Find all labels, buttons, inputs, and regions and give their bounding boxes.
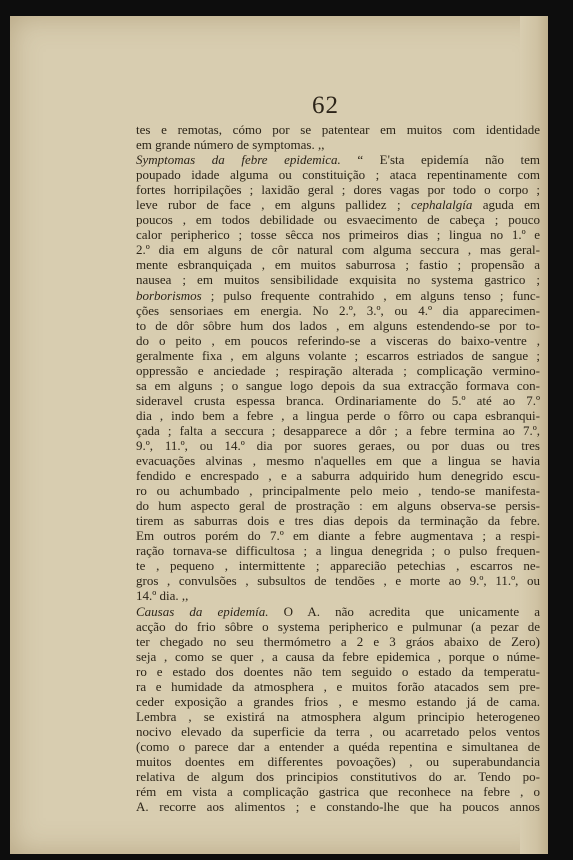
text-run: relativa de algum dos principios constitutivos do ar. Tendo po- (136, 769, 540, 785)
text-line (136, 588, 540, 603)
text-line (136, 318, 540, 333)
text-run: ração tornava-se difficultosa ; a lingua denegrida ; o pulso frequen- (136, 543, 540, 559)
text-line (136, 694, 540, 709)
italic-heading: Symptomas da febre epidemica. (136, 152, 341, 168)
text-run: gros , convulsões , subsultos de tendões , e morte ao 9.º, 11.º, ou (136, 573, 540, 589)
text-line (136, 197, 540, 212)
text-run: tes e remotas, cómo por se patentear em muitos com identidade (136, 122, 540, 137)
page-number: 62 (312, 92, 339, 119)
text-line (136, 709, 540, 724)
text-line (136, 619, 540, 634)
text-line (136, 799, 540, 814)
text-run: evacuações alvinas , mesmo n'aquelles em que a lingua se havia (136, 453, 540, 469)
text-run: sa em alguns ; o sangue logo depois da sua extracção formava con- (136, 377, 540, 393)
text-run: ter chegado no seu thermómetro a 2 e 3 gráos abaixo de Zero) (136, 633, 540, 649)
text-line (136, 724, 540, 739)
text-run: ceder exposição a grandes frios , e mesmo estando já de cama. (136, 693, 540, 709)
text-line (136, 272, 540, 287)
text-run: “ E'sta epidemía não tem (340, 152, 540, 168)
text-run: 2.º dia em alguns de côr natural com alguma seccura , mas geral- (136, 242, 540, 258)
text-run: mente esbranquiçada , em muitos saburrosa ; fastio ; propensão a (136, 257, 540, 273)
text-line (136, 363, 540, 378)
text-run: geralmente fixa , em alguns volante ; escarros estriados de sangue ; (136, 347, 540, 363)
text-run: fendido e encrespado , e a saburra adquirido hum denegrido escu- (136, 468, 540, 484)
text-line (136, 453, 540, 468)
text-run: te , pequeno , intermittente ; apparecião petechias , escarros ne- (136, 558, 540, 574)
text-run: do o peito , em poucos referindo-se a visceras do baixo-ventre , (136, 332, 540, 348)
text-line (136, 212, 540, 227)
body-text (136, 122, 540, 814)
text-line (136, 483, 540, 498)
text-line (136, 679, 540, 694)
text-run: ro e estado dos doentes não tem seguido o estado da temperatu- (136, 663, 540, 679)
text-line (136, 423, 540, 438)
text-run: ra e humidade da atmosphera , e muitos forão atacados sem pre- (136, 678, 540, 694)
text-line (136, 784, 540, 799)
italic-heading: cephalalgía (410, 197, 473, 213)
text-run: Em outros porém do 7.º em diante a febre augmentava ; a respi- (136, 528, 540, 544)
text-line (136, 242, 540, 257)
text-run: leve rubor de face , em alguns pallidez ; (136, 197, 411, 213)
text-line (136, 754, 540, 769)
text-run: 9.º, 11.º, ou 14.º dia por suores geraes, ou por duas ou tres (136, 437, 540, 453)
text-line (136, 408, 540, 423)
text-run: tirem as saburras dois e tres dias depois da terminação da febre. (136, 513, 540, 529)
text-line (136, 528, 540, 543)
text-run: em grande número de symptomas. ,, (136, 137, 325, 153)
text-run: nocivo elevado da superficie da terra , ou acarretado pelos ventos (136, 723, 540, 739)
text-run: calor peripherico ; tosse sêcca nos primeiros dias ; lingua no 1.º e (136, 227, 540, 243)
text-run: seja , como se quer , a causa da febre epidemica , porque o núme- (136, 648, 540, 664)
text-run: 14.º dia. ,, (136, 588, 189, 604)
text-line (136, 227, 540, 242)
text-run: do hum aspecto geral de prostração : em alguns observa-se persis- (136, 498, 540, 514)
text-line (136, 634, 540, 649)
text-line (136, 333, 540, 348)
text-run: dia , indo bem a febre , a lingua perde o fôrro ou capa esbranqui- (136, 407, 540, 423)
text-run: A. recorre aos alimentos ; e constando-lhe que ha poucos annos (136, 799, 540, 815)
text-line (136, 348, 540, 363)
text-run: nausea ; em muitos sensibilidade exquisita no systema gastrico ; (136, 272, 540, 288)
text-run: aguda em (472, 197, 540, 213)
text-line (136, 573, 540, 588)
text-run: oppressão e anciedade ; respiração alterada ; complicação vermino- (136, 362, 540, 378)
italic-heading: Causas da epidemía. (136, 603, 269, 619)
text-run: acção do frio sôbre o systema peripherico e pulmunar (a pezar de (136, 618, 540, 634)
text-run: ro ou achumbado , principalmente pelo meio , tendo-se manifesta- (136, 483, 540, 499)
text-line (136, 664, 540, 679)
text-line (136, 498, 540, 513)
text-run: poucos , em todos debilidade ou esvaecimento de cabeça ; pouco (136, 212, 540, 228)
text-run: ; pulso frequente contrahido , em alguns tenso ; func- (201, 287, 540, 303)
italic-heading: borborismos (136, 287, 202, 303)
book-page (10, 16, 548, 854)
text-run: muitos doentes em differentes povoações) , ou superabundancia (136, 753, 540, 769)
text-line (136, 393, 540, 408)
text-line (136, 769, 540, 784)
text-run: Lembra , se existirá na atmosphera algum principio heterogeneo (136, 708, 540, 724)
text-line (136, 122, 540, 137)
text-run: to de dôr sôbre hum dos lados , em alguns estendendo-se por to- (136, 317, 540, 333)
text-line (136, 288, 540, 303)
text-line (136, 739, 540, 754)
text-line (136, 182, 540, 197)
text-line (136, 438, 540, 453)
text-line (136, 167, 540, 182)
text-run: (como o parece dar a entender a quéda repentina e simultanea de (136, 738, 540, 754)
text-line (136, 152, 540, 167)
text-run: fortes horripilações ; laxidão geral ; dores vagas por todo o corpo ; (136, 182, 540, 198)
text-run: sideravel crusta espessa branca. Ordinariamente do 5.º até ao 7.º (136, 392, 540, 408)
text-line (136, 604, 540, 619)
text-line (136, 378, 540, 393)
text-line (136, 468, 540, 483)
text-run: poupado idade alguma ou constituição ; ataca repentinamente com (136, 167, 540, 183)
text-line (136, 257, 540, 272)
text-line (136, 513, 540, 528)
text-run: rém em vista a complicação gastrica que reconhece na febre , o (136, 784, 540, 800)
text-run: O A. não acredita que unicamente a (268, 603, 540, 619)
text-run: ções sensoriaes em energia. No 2.º, 3.º, ou 4.º dia apparecimen- (136, 302, 540, 318)
text-line (136, 303, 540, 318)
text-line (136, 649, 540, 664)
text-line (136, 558, 540, 573)
text-run: çada ; falta a seccura ; desapparece a dôr ; a febre termina ao 7.º, (136, 422, 540, 438)
text-line (136, 137, 540, 152)
text-line (136, 543, 540, 558)
